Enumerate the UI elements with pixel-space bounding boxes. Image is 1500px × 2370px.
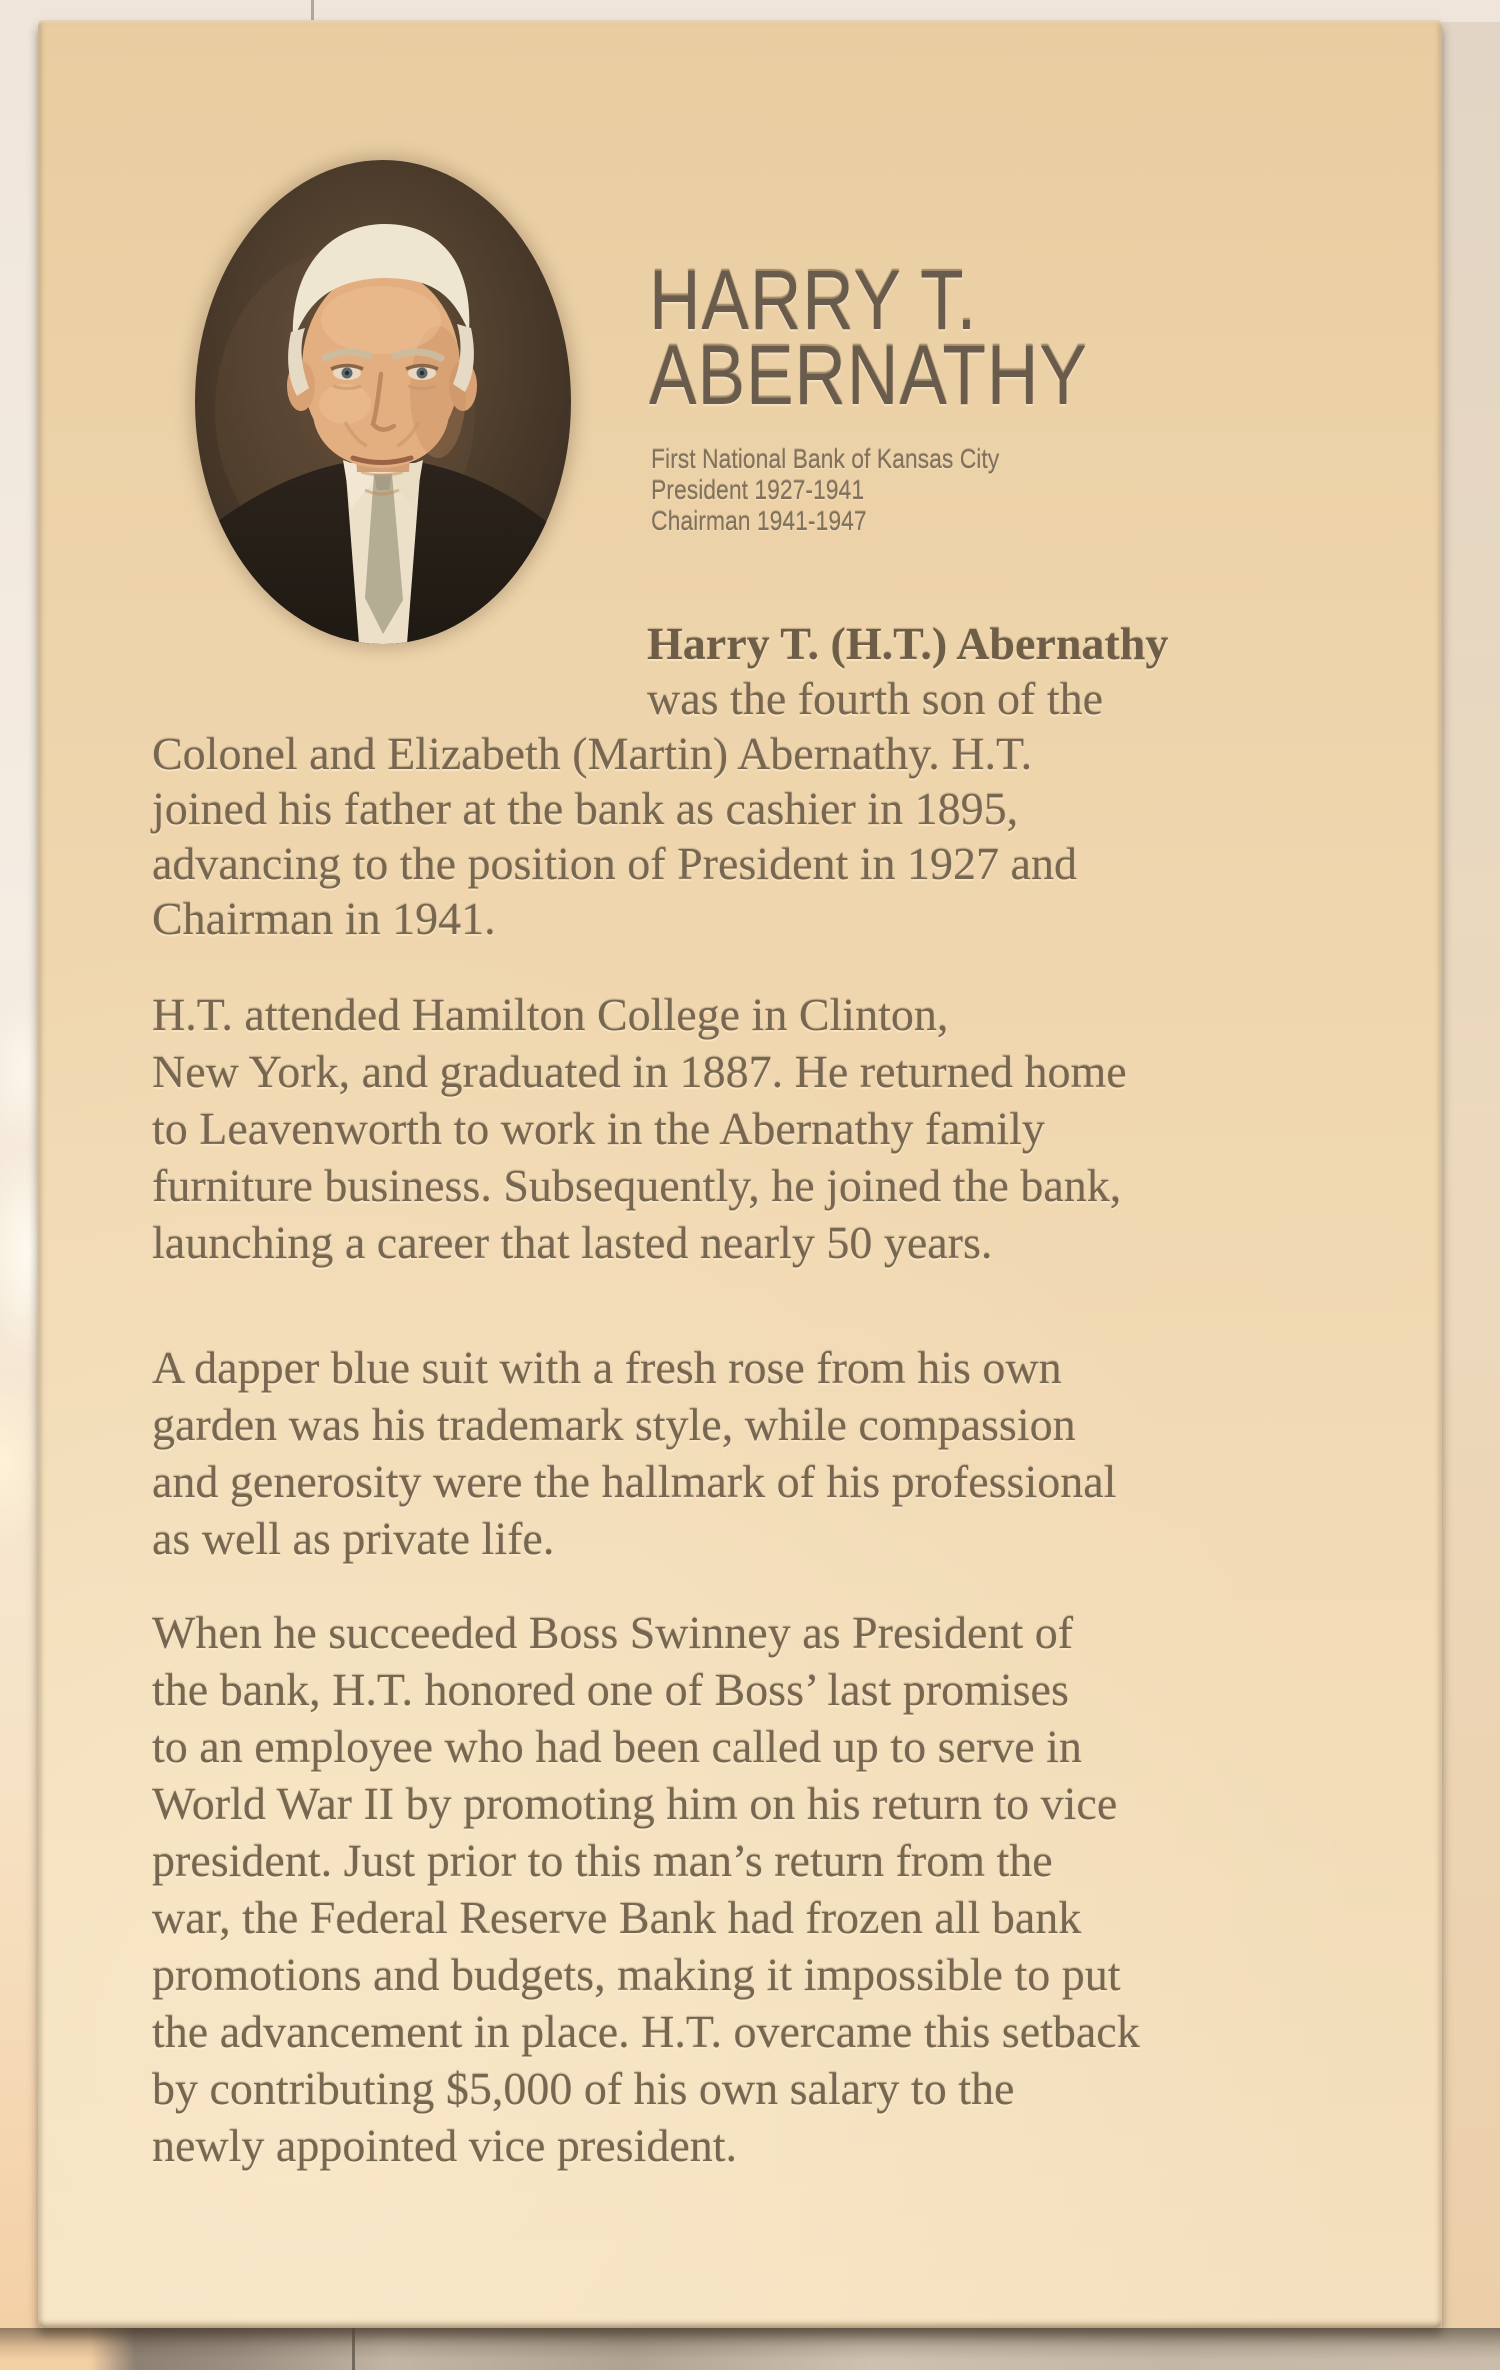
- text-line: joined his father at the bank as cashier in 1895,: [152, 783, 1019, 834]
- wall-seam-top: [311, 0, 314, 22]
- text-line: Colonel and Elizabeth (Martin) Abernathy. H.T.: [152, 728, 1033, 779]
- text-line: New York, and graduated in 1887. He returned home: [152, 1046, 1127, 1097]
- text-line: newly appointed vice president.: [152, 2120, 738, 2171]
- plaque-title: [649, 253, 1165, 422]
- text-line: was the fourth son of the: [647, 673, 1104, 724]
- title-line-1: HARRY T.: [649, 253, 978, 347]
- text-line: advancing to the position of President in 1927 and: [152, 838, 1077, 889]
- subtitle-line-chairman: Chairman 1941-1947: [651, 506, 867, 536]
- paragraph-2: [152, 986, 1427, 1271]
- text-line: furniture business. Subsequently, he joined the bank,: [152, 1160, 1122, 1211]
- paragraph-4: [152, 1604, 1427, 2174]
- text-line: to an employee who had been called up to serve in: [152, 1721, 1082, 1772]
- text-line: Harry T. (H.T.) Abernathy: [647, 618, 1169, 669]
- text-line: Chairman in 1941.: [152, 893, 496, 944]
- plaque-panel: [38, 20, 1442, 2328]
- text-line: president. Just prior to this man’s return from the: [152, 1835, 1053, 1886]
- text-line: the bank, H.T. honored one of Boss’ last promises: [152, 1664, 1069, 1715]
- paragraph-1: [152, 616, 1427, 946]
- text-line: A dapper blue suit with a fresh rose from his own: [152, 1342, 1062, 1393]
- text-line: promotions and budgets, making it impossible to put: [152, 1949, 1121, 2000]
- wall-strip-right: [1442, 22, 1500, 2328]
- wall-seam-bottom: [352, 2328, 355, 2370]
- text-line: as well as private life.: [152, 1513, 555, 1564]
- title-line-2: ABERNATHY: [649, 328, 1088, 422]
- text-line: garden was his trademark style, while compassion: [152, 1399, 1076, 1450]
- wall-strip-left: [0, 22, 40, 2328]
- text-line: the advancement in place. H.T. overcame this setback: [152, 2006, 1140, 2057]
- portrait-photo: [195, 160, 571, 644]
- subtitle-line-bank: First National Bank of Kansas City: [651, 444, 1000, 474]
- portrait-illustration: [195, 160, 571, 644]
- paragraph-3: [152, 1339, 1427, 1567]
- text-line: H.T. attended Hamilton College in Clinton,: [152, 989, 949, 1040]
- text-line: to Leavenworth to work in the Abernathy family: [152, 1103, 1045, 1154]
- subtitle-line-president: President 1927-1941: [651, 475, 865, 505]
- text-line: When he succeeded Boss Swinney as President of: [152, 1607, 1074, 1658]
- text-line: war, the Federal Reserve Bank had frozen all bank: [152, 1892, 1082, 1943]
- plaque-subtitle: [651, 444, 1061, 537]
- text-line: launching a career that lasted nearly 50 years.: [152, 1217, 993, 1268]
- wall-strip-bottom: [0, 2328, 1500, 2370]
- text-line: World War II by promoting him on his return to vice: [152, 1778, 1118, 1829]
- text-line: and generosity were the hallmark of his professional: [152, 1456, 1117, 1507]
- text-line: by contributing $5,000 of his own salary to the: [152, 2063, 1015, 2114]
- wall-strip-top: [0, 0, 1500, 22]
